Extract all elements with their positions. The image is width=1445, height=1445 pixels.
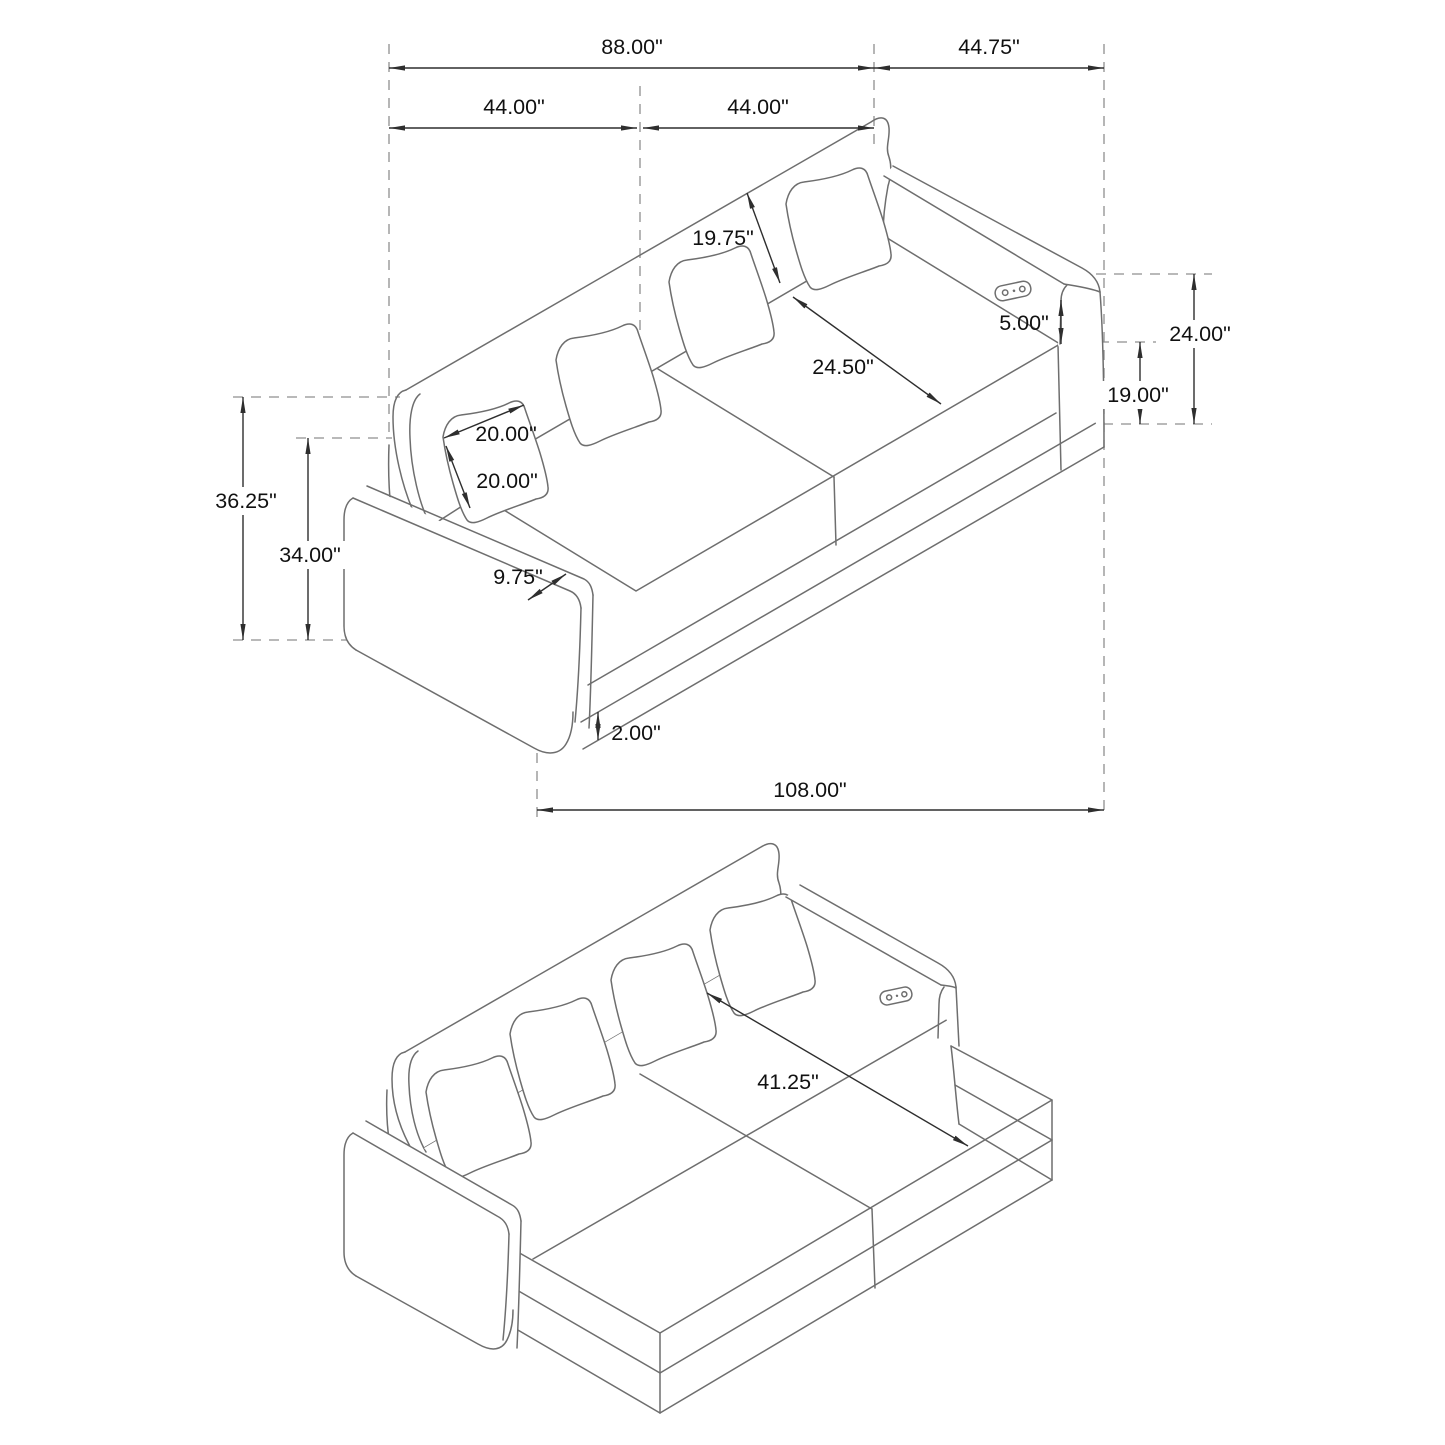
dim-label-base-clearance: 2.00": [611, 721, 661, 745]
dim-label-arm-width: 9.75": [493, 565, 543, 589]
dim-label-overall-width: 88.00": [601, 35, 663, 59]
dim-base-clearance: [598, 712, 661, 745]
dim-label-bed-width: 41.25": [757, 1070, 819, 1094]
dim-right-seat-width: [643, 95, 874, 128]
dim-overall-height: [202, 397, 290, 640]
dim-label-back-cushion-length: 19.75": [692, 226, 754, 250]
dim-label-pillow-width: 20.00": [475, 422, 537, 446]
dim-label-overall-height: 36.25": [215, 489, 277, 513]
dim-chaise-depth: [874, 35, 1104, 68]
dim-overall-width: [389, 35, 874, 68]
dim-label-back-height: 34.00": [279, 543, 341, 567]
dim-label-chaise-depth: 44.75": [958, 35, 1020, 59]
dim-label-arm-height: 24.00": [1169, 322, 1231, 346]
dim-left-seat-width: [389, 95, 637, 128]
sofa-configuration-drawing: [202, 35, 1244, 818]
dim-label-arm-above-seat: 5.00": [999, 311, 1049, 335]
dim-seat-height: [1095, 342, 1182, 424]
dim-label-left-seat-width: 44.00": [483, 95, 545, 119]
dim-label-pillow-height: 20.00": [476, 469, 538, 493]
sleeper-configuration-drawing: [344, 844, 1052, 1413]
dim-overall-length: [537, 778, 1104, 810]
usb-power-panel-icon: [994, 280, 1032, 302]
dim-label-overall-length: 108.00": [773, 778, 847, 802]
dim-label-seat-depth: 24.50": [812, 355, 874, 379]
dim-label-seat-height: 19.00": [1107, 383, 1169, 407]
dim-label-right-seat-width: 44.00": [727, 95, 789, 119]
dim-back-height: [266, 438, 354, 640]
